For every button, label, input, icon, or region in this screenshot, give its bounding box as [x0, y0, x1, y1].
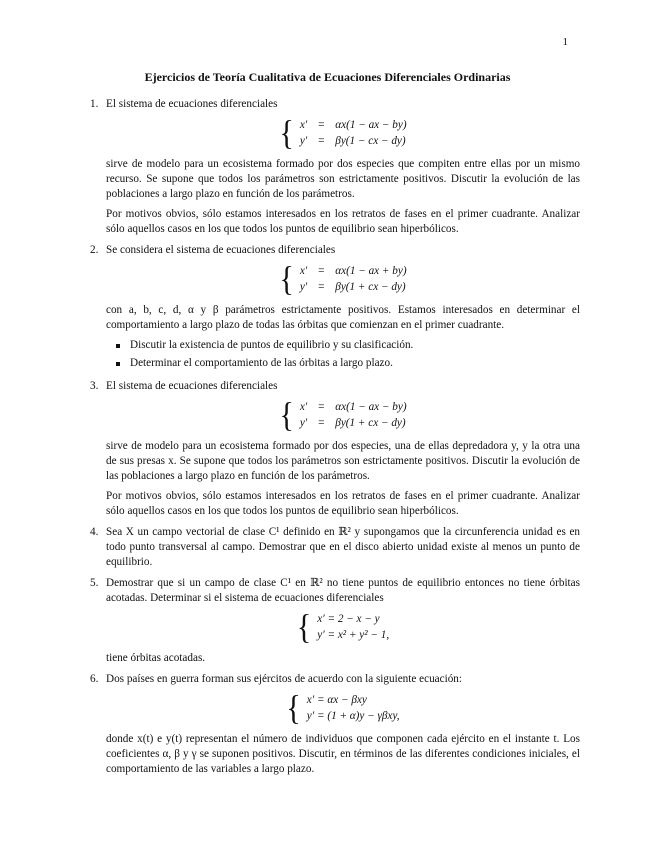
- equation-rhs: βy(1 + cx − dy): [335, 417, 406, 429]
- equation-lhs: y′: [299, 135, 308, 147]
- equation-lhs: x′: [299, 265, 308, 277]
- exercise-intro: El sistema de ecuaciones diferenciales: [106, 98, 278, 110]
- exercise-intro: Se considera el sistema de ecuaciones diferenciales: [106, 244, 336, 256]
- equation-system: [106, 259, 580, 298]
- equation-lhs: y′: [299, 417, 308, 429]
- exercise-paragraph: Dos países en guerra forman sus ejércitos de acuerdo con la siguiente ecuación:: [106, 673, 463, 685]
- exercise-paragraph: tiene órbitas acotadas.: [106, 652, 206, 664]
- equals-sign: =: [318, 265, 325, 277]
- equation-line: y′ = (1 + α)y − γβxy,: [306, 710, 400, 722]
- exercise-paragraph: donde x(t) e y(t) representan el número de individuos que componen cada ejército en el instante t. Los coeficientes α, β y γ se suponen positivos. Discutir, en términos de las diferentes condiciones iniciales, el comportamiento de las variables a largo plazo.: [106, 733, 580, 775]
- exercise-paragraph: con a, b, c, d, α y β parámetros estrictamente positivos. Estamos interesados en determinar el comportamiento a largo plazo de todas las órbitas que comienzan en el primer cuadrante.: [106, 304, 580, 331]
- equation-lhs: x′: [299, 119, 308, 131]
- left-brace: {: [279, 113, 294, 152]
- equation-system: [106, 688, 580, 727]
- equation-rhs: αx(1 − ax − by): [335, 401, 407, 413]
- equation-rhs: βy(1 − cx − dy): [335, 135, 406, 147]
- equals-sign: =: [318, 417, 325, 429]
- equation-lhs: y′: [299, 281, 308, 293]
- left-brace: {: [279, 259, 294, 298]
- equation-rhs: βy(1 + cx − dy): [335, 281, 406, 293]
- exercise-2: [90, 243, 580, 371]
- equation-line: x′ = αx − βxy: [306, 694, 367, 706]
- equals-sign: =: [318, 281, 325, 293]
- exercise-4: [90, 525, 580, 570]
- exercise-number: 5.: [90, 577, 99, 589]
- equals-sign: =: [318, 135, 325, 147]
- equation-rhs: αx(1 − ax + by): [335, 265, 407, 277]
- equation-rhs: αx(1 − ax − by): [335, 119, 407, 131]
- equation-system: [106, 607, 580, 646]
- exercise-5: [90, 576, 580, 666]
- exercise-paragraph: sirve de modelo para un ecosistema formado por dos especies que compiten entre ellas por un mismo recurso. Se supone que todos los parámetros son estrictamente positivos. Discutir la evolución de las poblaciones a largo plazo en función de los parámetros.: [106, 158, 580, 200]
- left-brace: {: [279, 395, 294, 434]
- exercise-3: [90, 379, 580, 519]
- bullet-item: Discutir la existencia de puntos de equilibrio y su clasificación.: [126, 338, 580, 353]
- exercise-6: [90, 672, 580, 777]
- equals-sign: =: [318, 119, 325, 131]
- equation-system: [106, 395, 580, 434]
- equation-lhs: x′: [299, 401, 308, 413]
- exercise-paragraph: sirve de modelo para un ecosistema formado por dos especies, una de ellas depredadora y, y la otra una de sus presas x. Se supone que todos los parámetros son estrictamente positivos. Discutir la evolución de las poblaciones a largo plazo en función de los parámetros.: [106, 440, 580, 482]
- exercise-number: 4.: [90, 526, 99, 538]
- left-brace: {: [296, 607, 312, 646]
- exercise-number: 3.: [90, 380, 99, 392]
- equation-line: x′ = 2 − x − y: [317, 613, 380, 625]
- bullet-list: [106, 338, 580, 371]
- equals-sign: =: [318, 401, 325, 413]
- exercise-list: [90, 97, 580, 783]
- equation-line: y′ = x² + y² − 1,: [317, 629, 390, 641]
- page-number: 1: [562, 36, 568, 48]
- bullet-item: Determinar el comportamiento de las órbitas a largo plazo.: [126, 356, 580, 371]
- exercise-intro: El sistema de ecuaciones diferenciales: [106, 380, 278, 392]
- exercise-paragraph: Sea X un campo vectorial de clase C¹ definido en ℝ² y supongamos que la circunferencia unidad es en todo punto transversal al campo. Demostrar que en el disco abierto unidad existe al menos un punto de equilibrio.: [106, 526, 580, 568]
- exercise-paragraph: Demostrar que si un campo de clase C¹ en ℝ² no tiene puntos de equilibrio entonces no tiene órbitas acotadas. Determinar si el sistema de ecuaciones diferenciales: [106, 577, 580, 604]
- exercise-1: [90, 97, 580, 237]
- left-brace: {: [286, 688, 301, 727]
- equation-system: [106, 113, 580, 152]
- exercise-paragraph: Por motivos obvios, sólo estamos interesados en los retratos de fases en el primer cuadrante. Analizar sólo aquellos casos en los que todos los puntos de equilibrio sean hiperbólicos.: [106, 490, 580, 517]
- exercise-paragraph: Por motivos obvios, sólo estamos interesados en los retratos de fases en el primer cuadrante. Analizar sólo aquellos casos en los que todos los puntos de equilibrio sean hiperbólicos.: [106, 208, 580, 235]
- document-title: Ejercicios de Teoría Cualitativa de Ecuaciones Diferenciales Ordinarias: [144, 70, 511, 84]
- exercise-number: 1.: [90, 98, 99, 110]
- exercise-number: 2.: [90, 244, 99, 256]
- exercise-number: 6.: [90, 673, 99, 685]
